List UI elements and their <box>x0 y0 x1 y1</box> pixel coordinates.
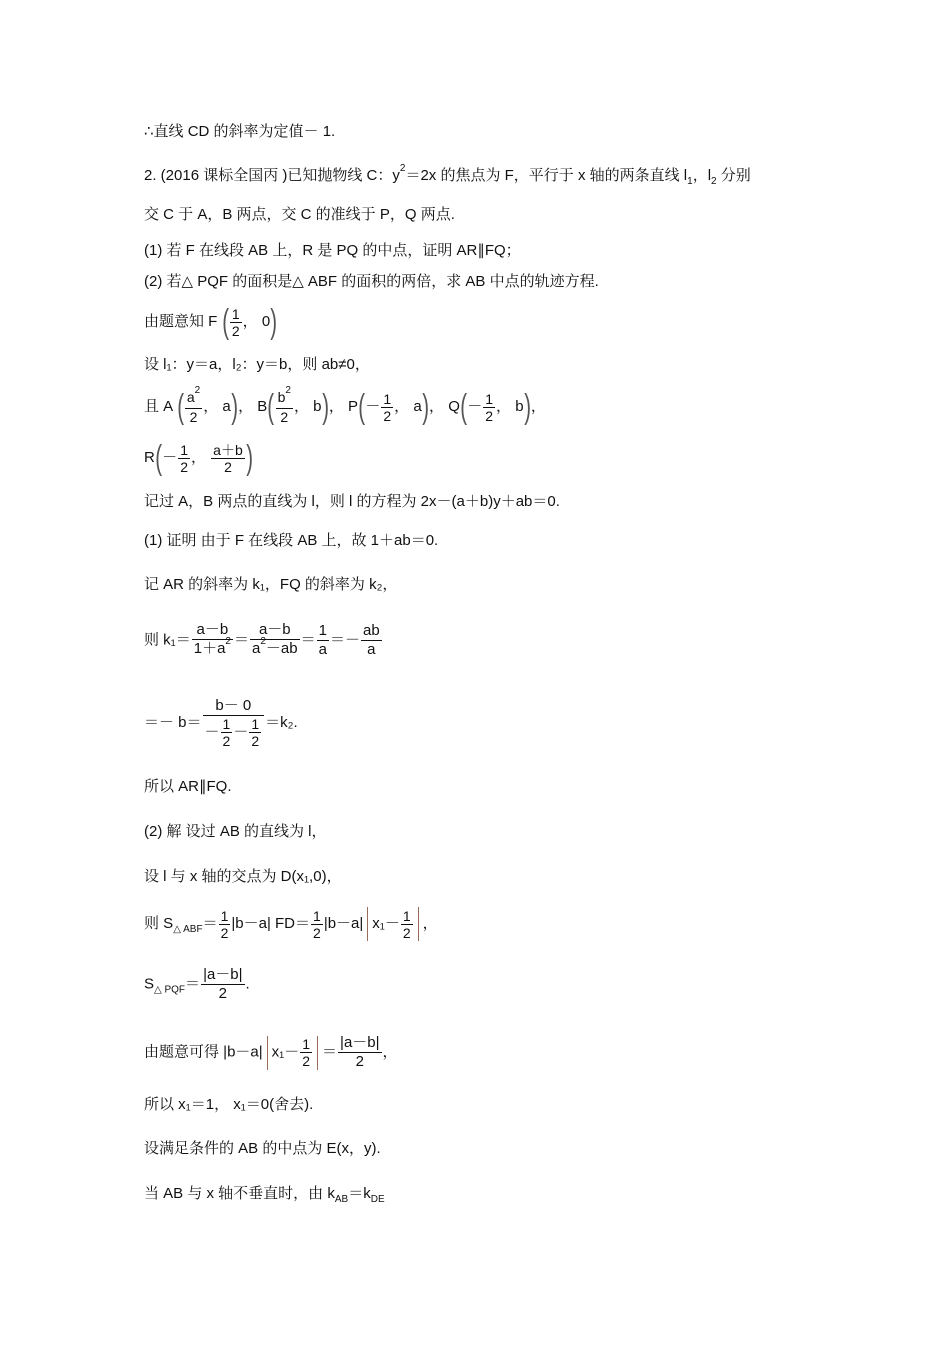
denominator: 2 <box>251 733 260 749</box>
exponent: 2 <box>225 636 231 647</box>
denominator: 2 <box>302 1053 311 1069</box>
text-line-22: 设满足条件的 AB 的中点为 E(x，y). <box>144 1140 381 1157</box>
numerator: 1 <box>313 907 321 924</box>
expression: |b－a| <box>323 914 364 932</box>
text-line-3: 交 C 于 A，B 两点，交 C 的准线于 P，Q 两点. <box>144 206 455 223</box>
area-pqf-line <box>144 966 250 1003</box>
right-paren: ) <box>321 388 329 426</box>
comma: ， <box>328 397 344 415</box>
equals: ＝k <box>348 1185 371 1202</box>
fraction-half <box>178 442 190 475</box>
problem-text-e: ，l <box>692 167 712 184</box>
text-line-17: 设 l 与 x 轴的交点为 D(x₁,0)， <box>144 868 342 885</box>
question-1: (1) 若 F 在线段 AB 上，R 是 PQ 的中点，证明 AR∥FQ； <box>144 242 521 259</box>
fraction-half <box>221 716 233 749</box>
subscript-abf: △ ABF <box>173 923 203 935</box>
points-line: 且 A ( $\frac{a^2}{2}$ ， a)， B( $\frac{b^2}{2}$ ， b)， P(－ $\frac{1}{2}$ ， a)， Q(－ $\frac{1}{2}$ ， b)， <box>144 385 546 426</box>
denominator: 2 <box>313 924 321 941</box>
focus-label: 由题意知 F <box>144 312 218 330</box>
denominator <box>250 636 300 660</box>
fraction-4 <box>361 622 382 659</box>
fraction-half <box>483 391 495 424</box>
numerator: 1 <box>402 907 411 924</box>
problem-text-a: 2. (2016 课标全国丙 )已知抛物线 C：y <box>144 167 400 184</box>
equation-label: ＝－ b＝ <box>144 713 202 731</box>
abs-bar-right <box>418 907 419 941</box>
x1: x₁ <box>372 914 385 932</box>
numerator: 1 <box>251 716 260 732</box>
right-paren: ) <box>523 388 531 426</box>
denominator <box>203 716 265 749</box>
fraction-half <box>230 306 242 339</box>
text-line-1: ∴直线 CD 的斜率为定值－ 1. <box>144 123 336 140</box>
numerator: 1 <box>180 441 188 458</box>
fraction-half <box>219 908 231 941</box>
points-label: 且 A <box>144 397 173 415</box>
denominator: 2 <box>231 322 240 339</box>
denominator: 2 <box>402 924 411 941</box>
denominator: 2 <box>220 924 229 941</box>
text-line-7: 设 l₁：y＝a，l₂：y＝b，则 ab≠0， <box>144 356 370 373</box>
exponent: 2 <box>260 636 266 647</box>
denominator: 2 <box>224 458 232 475</box>
numerator <box>276 385 293 409</box>
solution-2: (2) 解 设过 AB 的直线为 l， <box>144 823 327 840</box>
comma: ， <box>422 914 438 932</box>
minus: － <box>284 1043 300 1061</box>
comma: ， <box>238 397 254 415</box>
fraction-b2-2 <box>276 385 293 425</box>
question-2: (2) 若△ PQF 的面积是△ ABF 的面积的两倍，求 AB 中点的轨迹方程. <box>144 273 599 290</box>
numerator: 1 <box>302 1036 311 1052</box>
slope-equation-line-2 <box>144 697 298 749</box>
fraction-3 <box>317 622 329 659</box>
fraction-half <box>300 1036 312 1069</box>
text-label: 当 AB 与 x 轴不垂直时，由 k <box>144 1185 335 1202</box>
left-paren: ( <box>221 303 229 341</box>
denominator: 2 <box>383 407 392 424</box>
left-paren: ( <box>176 388 184 426</box>
minus: － <box>204 723 220 741</box>
left-paren: ( <box>460 388 467 426</box>
comma: ， <box>203 397 219 415</box>
fraction-half <box>381 391 393 424</box>
comma: ， <box>496 397 512 415</box>
numerator: b－ 0 <box>203 697 265 716</box>
numerator <box>185 385 202 409</box>
left-paren: ( <box>267 388 275 426</box>
comma: ， <box>382 1043 398 1061</box>
right-paren: ) <box>246 439 253 477</box>
denominator: a <box>367 641 376 658</box>
fraction-1 <box>192 621 233 660</box>
comma: ， <box>429 397 445 415</box>
equals: ＝ <box>322 1043 338 1061</box>
comma: ， <box>394 397 410 415</box>
comma: ， <box>530 397 546 415</box>
exponent: 2 <box>399 163 406 174</box>
fraction-a-plus-b-over-2 <box>211 442 245 475</box>
denominator: 2 <box>222 733 231 749</box>
fraction-abs-a-b <box>201 966 244 1003</box>
abs-bar-left <box>367 907 368 941</box>
equals: ＝ <box>233 631 249 649</box>
abs-bar-right <box>317 1036 318 1070</box>
equals: ＝ <box>329 631 345 649</box>
subscript-pqf: △ PQF <box>154 984 186 996</box>
minus: － <box>384 914 400 932</box>
expression-rest: －ab <box>265 640 298 657</box>
fraction-abs-a-b <box>338 1034 381 1071</box>
value: 0 <box>261 312 271 330</box>
left-paren: ( <box>358 388 366 426</box>
denominator: a <box>318 641 327 658</box>
condition-label: 由题意可得 |b－a| <box>144 1043 263 1061</box>
numerator: a－b <box>250 621 300 640</box>
point-r-line <box>144 441 253 475</box>
subscript-de: DE <box>370 1194 385 1205</box>
minus: － <box>233 723 249 741</box>
fraction-2 <box>250 621 300 660</box>
fraction-b-minus-0 <box>203 697 265 749</box>
exponent: 2 <box>285 385 291 396</box>
subscript-1: 1 <box>687 176 693 187</box>
abs-bar-left <box>267 1036 268 1070</box>
problem-statement-line <box>144 163 751 187</box>
focus-line <box>144 305 278 339</box>
a: a <box>186 389 195 405</box>
equals: ＝ <box>185 975 201 993</box>
fraction-half <box>249 716 261 749</box>
fraction-a2-2 <box>185 385 202 425</box>
problem-text-c: ＝2x 的焦点为 F，平行于 x 轴的两条直线 l <box>405 167 688 184</box>
text-line-23 <box>144 1186 385 1205</box>
numerator: 1 <box>318 622 327 639</box>
numerator: 1 <box>485 390 494 407</box>
exponent: 2 <box>194 385 201 396</box>
equals: ＝ <box>202 914 218 932</box>
subscript-2: 2 <box>711 176 717 187</box>
numerator: |a－b| <box>203 966 243 983</box>
value: a <box>413 397 422 415</box>
value: a <box>222 397 231 415</box>
denominator: 2 <box>280 409 289 425</box>
text-line-15: 所以 AR∥FQ. <box>144 778 232 795</box>
comma: ， <box>190 448 206 466</box>
period: . <box>245 975 250 993</box>
numerator: ab <box>362 622 380 639</box>
problem-text-g: 分别 <box>716 167 751 184</box>
numerator: |a－b| <box>340 1034 380 1051</box>
minus: － <box>365 397 381 415</box>
value: b <box>515 397 524 415</box>
text-line-21: 所以 x₁＝1， x₁＝0(舍去). <box>144 1096 314 1113</box>
equation-result: ＝k₂. <box>265 713 298 731</box>
right-paren: ) <box>270 303 278 341</box>
denominator: 2 <box>355 1053 364 1070</box>
comma: ， <box>242 312 258 330</box>
point-r-label: R <box>144 448 155 466</box>
denominator: 2 <box>218 985 227 1002</box>
left-paren: ( <box>155 439 162 477</box>
numerator: 1 <box>220 907 229 924</box>
denominator <box>192 636 233 660</box>
fraction-half <box>401 908 413 941</box>
minus: － <box>467 397 483 415</box>
numerator: a－b <box>192 621 233 640</box>
minus: － <box>162 448 178 466</box>
minus: － <box>344 631 360 649</box>
numerator: 1 <box>222 716 231 732</box>
denominator: 2 <box>180 458 188 475</box>
proof-1: (1) 证明 由于 F 在线段 AB 上，故 1＋ab＝0. <box>144 532 439 549</box>
equals: ＝ <box>300 631 316 649</box>
area-label: 则 S <box>144 914 174 932</box>
fraction-half <box>311 908 323 941</box>
value: b <box>313 397 322 415</box>
area-label: S <box>144 975 155 993</box>
numerator: 1 <box>231 305 240 322</box>
expression: 1＋a <box>193 640 226 657</box>
area-abf-line <box>144 907 438 941</box>
slope-equation-line <box>144 621 383 660</box>
denominator: 2 <box>485 407 494 424</box>
right-paren: ) <box>231 388 238 426</box>
numerator: a＋b <box>213 441 243 458</box>
condition-line <box>144 1034 398 1071</box>
numerator: 1 <box>383 390 392 407</box>
subscript-ab: AB <box>334 1194 349 1205</box>
right-paren: ) <box>421 388 429 426</box>
b: b <box>277 389 286 405</box>
x1: x₁ <box>271 1043 285 1061</box>
text-line-12: 记 AR 的斜率为 k₁，FQ 的斜率为 k₂， <box>144 576 398 593</box>
text-line-10: 记过 A，B 两点的直线为 l，则 l 的方程为 2x－(a＋b)y＋ab＝0. <box>144 493 560 510</box>
expression: |b－a| FD＝ <box>231 914 311 932</box>
denominator: 2 <box>189 409 198 425</box>
slope-label: 则 k₁＝ <box>144 631 191 649</box>
a: a <box>252 640 261 657</box>
comma: ， <box>293 397 309 415</box>
